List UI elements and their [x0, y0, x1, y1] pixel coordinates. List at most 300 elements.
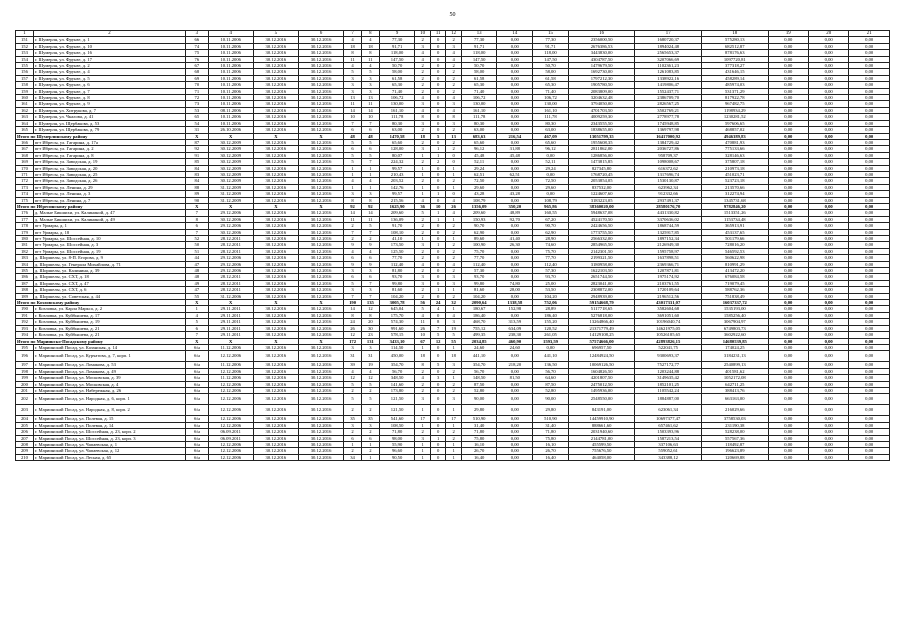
table-cell: X — [298, 133, 343, 139]
table-cell: 1637898,51 — [635, 255, 702, 261]
table-cell: 1230281,52 — [701, 114, 768, 120]
address-cell: г. Мариинский Посад, ул. Народная, д. 6, корп. 1 — [33, 394, 185, 405]
table-cell: 8 — [361, 197, 379, 203]
table-cell: 8 — [415, 362, 430, 368]
header-cell: 21 — [849, 31, 890, 37]
table-cell: 0 — [430, 344, 445, 350]
table-cell: 1338922,16 — [635, 75, 702, 81]
table-cell: 3 — [344, 268, 362, 274]
table-cell: 0,00 — [497, 88, 533, 94]
table-cell: 30.12.2016 — [298, 362, 343, 368]
table-cell: 0,00 — [808, 50, 848, 56]
table-cell: 130,00 — [461, 101, 497, 107]
table-cell: 0,00 — [849, 274, 890, 280]
table-cell: X — [253, 133, 298, 139]
table-cell: 4946389,83 — [701, 133, 768, 139]
table-cell: 0,00 — [497, 69, 533, 75]
table-cell: 11 — [344, 216, 362, 222]
table-cell: 3149635,42 — [635, 375, 702, 381]
table-cell: 184 — [16, 261, 34, 267]
table-cell: 238,30 — [497, 332, 533, 338]
table-cell: 328146,63 — [701, 152, 768, 158]
table-cell: 93,70 — [379, 274, 415, 280]
table-cell: 147,50 — [533, 56, 569, 62]
table-cell: 18 — [361, 43, 379, 49]
table-cell: 9 — [344, 261, 362, 267]
table-cell: 0,00 — [849, 338, 890, 344]
table-cell: 2566332,00 — [568, 236, 635, 242]
table-cell: 0,00 — [768, 88, 808, 94]
table-cell: 0,00 — [849, 268, 890, 274]
table-cell: 31,40 — [461, 422, 497, 428]
table-cell: 173 — [16, 184, 34, 190]
table-cell: 90,50 — [379, 454, 415, 460]
table-cell: 30.12.2006 — [208, 216, 253, 222]
table-cell: 45,48 — [497, 152, 533, 158]
table-cell: 65,60 — [461, 139, 497, 145]
table-cell: 837532,00 — [568, 184, 635, 190]
table-cell: 3 — [446, 274, 461, 280]
address-cell: д. Шоршелы, ул. Калинина, д. 39 — [33, 268, 185, 274]
table-cell: 30.12.2016 — [298, 416, 343, 422]
table-cell: 30.12.2016 — [253, 56, 298, 62]
table-cell: 7 — [361, 120, 379, 126]
table-cell: 501179,66 — [701, 236, 768, 242]
table-cell: 1470,58 — [379, 133, 415, 139]
table-cell: 1 — [415, 454, 430, 460]
table-cell: 431646,15 — [701, 69, 768, 75]
table-cell: 62,51 — [497, 171, 533, 177]
table-cell: 10.11.2006 — [208, 82, 253, 88]
total-label: Итого по Мариинско-Посадскому району — [16, 338, 186, 344]
table-cell: 560622,98 — [701, 255, 768, 261]
table-cell: 388413,76 — [701, 387, 768, 393]
table-cell: 5 — [361, 223, 379, 229]
table-cell: X — [208, 338, 253, 344]
table-cell: 7 — [361, 280, 379, 286]
table-cell: 1587213,54 — [635, 435, 702, 441]
table-cell: 118,00 — [379, 50, 415, 56]
table-cell: 10.11.2006 — [208, 50, 253, 56]
table-cell: 30.12.2016 — [298, 229, 343, 235]
table-cell: 173,50 — [379, 242, 415, 248]
table-cell: 0,00 — [497, 178, 533, 184]
table-cell: 118492,87 — [701, 441, 768, 447]
table-cell: 2356000,50 — [568, 37, 635, 43]
table-cell: 0 — [430, 429, 445, 435]
table-cell: 91,71 — [533, 43, 569, 49]
table-cell: 106,72 — [533, 95, 569, 101]
table-cell: б/н — [186, 351, 209, 362]
table-cell: 30.12.2016 — [253, 95, 298, 101]
table-cell: 2 — [415, 178, 430, 184]
table-cell: 0,00 — [497, 56, 533, 62]
table-cell: 90 — [186, 197, 209, 203]
table-cell: 154 — [16, 56, 34, 62]
table-cell: 148,50 — [461, 375, 497, 381]
table-cell: 182 — [16, 248, 34, 254]
table-cell: 4 — [361, 37, 379, 43]
table-cell: 11 — [361, 216, 379, 222]
table-cell: 1 — [415, 184, 430, 190]
table-cell: 0,00 — [768, 268, 808, 274]
table-cell: 30.12.2016 — [253, 416, 298, 422]
table-cell: 28,00 — [497, 287, 533, 293]
table-cell: 4 — [344, 63, 362, 69]
table-cell: 1 — [430, 287, 445, 293]
table-cell: 0,00 — [849, 107, 890, 113]
table-cell: 0 — [430, 120, 445, 126]
table-cell: 30.12.2016 — [298, 280, 343, 286]
table-cell: 4201807,50 — [568, 375, 635, 381]
table-cell: 99,80 — [379, 280, 415, 286]
table-cell: 194 — [16, 332, 34, 338]
table-cell: 0,00 — [768, 261, 808, 267]
table-cell: 26,70 — [461, 448, 497, 454]
table-cell: 30.12.2016 — [298, 454, 343, 460]
table-cell: 0,00 — [808, 300, 848, 306]
table-cell: 0,00 — [497, 63, 533, 69]
table-cell: 2 — [361, 236, 379, 242]
table-cell: 1 — [446, 184, 461, 190]
table-cell: 4 — [415, 56, 430, 62]
table-cell: 645,04 — [379, 306, 415, 312]
table-cell: 2 — [344, 448, 362, 454]
table-cell: 0,00 — [849, 362, 890, 368]
table-cell: 76 — [186, 56, 209, 62]
table-cell: 10.11.2006 — [208, 114, 253, 120]
address-cell: пгт Ибресы, ул. Заводская, д. 20 — [33, 165, 185, 171]
table-cell: 0 — [430, 184, 445, 190]
table-cell: 65,30 — [461, 82, 497, 88]
table-cell: 200 — [16, 381, 34, 387]
table-cell: 30.12.2016 — [253, 101, 298, 107]
table-cell: 30.12.2016 — [298, 441, 343, 447]
table-cell: 0,00 — [768, 394, 808, 405]
table-cell: 3 — [344, 287, 362, 293]
table-cell: 31.12.2006 — [208, 293, 253, 299]
table-cell: 0 — [430, 107, 445, 113]
table-cell: 75,70 — [533, 248, 569, 254]
table-cell: 2 — [344, 236, 362, 242]
table-cell: 0 — [430, 178, 445, 184]
table-cell: 91,71 — [461, 43, 497, 49]
table-cell: 441,10 — [533, 351, 569, 362]
table-cell: 8 — [446, 114, 461, 120]
table-cell: X — [253, 203, 298, 209]
table-cell: 3 — [344, 75, 362, 81]
address-cell: г. Шумерля, ул. Фрунзе, д. 2 — [33, 63, 185, 69]
table-cell: 0,00 — [849, 248, 890, 254]
address-cell: г. Мариинский Посад, ул. Московская, д. 4 — [33, 381, 185, 387]
table-cell: 888661,60 — [568, 422, 635, 428]
table-cell: 0,00 — [808, 197, 848, 203]
table-cell: 2 — [344, 387, 362, 393]
table-cell: 3 — [415, 101, 430, 107]
table-cell: 1897152,34 — [635, 236, 702, 242]
table-cell: 53,50 — [533, 287, 569, 293]
table-cell: 172 — [16, 178, 34, 184]
table-cell: 29,60 — [533, 184, 569, 190]
table-cell: 187 — [16, 280, 34, 286]
table-cell: 224,32 — [379, 159, 415, 165]
table-cell: 4 — [344, 178, 362, 184]
table-cell: 30.12.2016 — [298, 50, 343, 56]
table-cell: 30.12.2016 — [298, 394, 343, 405]
table-cell: 4 — [415, 197, 430, 203]
table-cell: 30.12.2016 — [298, 381, 343, 387]
table-cell: 0,00 — [808, 223, 848, 229]
table-cell: 2826567,25 — [635, 101, 702, 107]
table-cell: б/н — [186, 448, 209, 454]
table-cell: 0,00 — [768, 75, 808, 81]
table-cell: 7 — [361, 293, 379, 299]
table-cell: 0,00 — [497, 50, 533, 56]
table-cell: 68 — [186, 69, 209, 75]
table-cell: 458289,14 — [701, 75, 768, 81]
table-cell: 6 — [361, 255, 379, 261]
table-cell: 30.12.2016 — [253, 375, 298, 381]
table-cell: 2 — [415, 37, 430, 43]
table-cell: 32 — [446, 300, 461, 306]
address-cell: г. Мариинский Посад, ул. Шоссейная, д. 23, корп. 2 — [33, 429, 185, 435]
table-cell: 0,00 — [849, 223, 890, 229]
table-cell: 30.12.2016 — [253, 362, 298, 368]
table-cell: 1495936,00 — [568, 387, 635, 393]
table-cell: 1768720,45 — [568, 171, 635, 177]
table-cell: 84 — [186, 165, 209, 171]
table-cell: 0 — [430, 37, 445, 43]
address-cell: д. Шоршелы, ул. СХТ, д. 18 — [33, 274, 185, 280]
table-cell: 61,58 — [533, 75, 569, 81]
table-cell: 24 — [430, 300, 445, 306]
table-cell: 29.11.2011 — [208, 319, 253, 325]
header-cell: 7 — [344, 31, 362, 37]
table-cell: 72,50 — [533, 178, 569, 184]
table-cell: 7 — [344, 120, 362, 126]
table-cell: 30.12.2016 — [298, 88, 343, 94]
table-cell: 2424656,50 — [568, 223, 635, 229]
table-cell: 89 — [186, 191, 209, 197]
table-cell: 1317696,74 — [635, 171, 702, 177]
header-cell: 10 — [415, 31, 430, 37]
table-cell: 61,58 — [461, 75, 497, 81]
table-cell: 967482,75 — [701, 101, 768, 107]
table-cell: 574,30 — [379, 319, 415, 325]
table-cell: 4304787,50 — [568, 56, 635, 62]
total-label: Итого по Козловскому району — [16, 300, 186, 306]
table-cell: 55 — [446, 338, 461, 344]
table-cell: 30.12.2016 — [298, 101, 343, 107]
address-cell: г. Шумерля, ул. Фрунзе, д. 16 — [33, 50, 185, 56]
table-cell: 2 — [446, 242, 461, 248]
table-cell: 1 — [446, 171, 461, 177]
address-cell: г. Мариинский Посад, ул. Шоссейная, д. 23, корп. 3 — [33, 435, 185, 441]
table-cell: 54 — [186, 120, 209, 126]
table-cell: 65,30 — [533, 82, 569, 88]
table-cell: б/н — [186, 394, 209, 405]
table-cell: 10 — [344, 114, 362, 120]
table-cell: 0,00 — [808, 435, 848, 441]
table-cell: 1745948,85 — [635, 120, 702, 126]
table-cell: X — [253, 300, 298, 306]
table-cell: 88 — [186, 184, 209, 190]
table-cell: 3 — [446, 43, 461, 49]
table-cell: 4 — [446, 56, 461, 62]
table-cell: 28580176,70 — [635, 203, 702, 209]
table-cell: 23 — [361, 332, 379, 338]
table-cell: 2 — [415, 229, 430, 235]
table-cell: 74,80 — [497, 280, 533, 286]
table-cell: 312274,94 — [701, 191, 768, 197]
table-cell: 16417000,92 — [635, 133, 702, 139]
table-cell: 10.11.2006 — [208, 37, 253, 43]
table-cell: 30.12.2016 — [298, 405, 343, 416]
table-cell: 50,70 — [533, 63, 569, 69]
table-cell: 0,00 — [768, 368, 808, 374]
table-cell: 30.12.2016 — [253, 37, 298, 43]
table-cell: 6 — [186, 325, 209, 331]
table-cell: 30.12.2016 — [253, 75, 298, 81]
table-cell: 0,00 — [768, 287, 808, 293]
table-cell: 31 — [344, 351, 362, 362]
table-cell: 84 — [186, 178, 209, 184]
table-cell: 135 — [361, 300, 379, 306]
table-cell: 96,60 — [379, 448, 415, 454]
table-cell: 337106,63 — [635, 441, 702, 447]
table-cell: 0,00 — [849, 454, 890, 460]
header-cell: 14 — [497, 31, 533, 37]
table-cell: 4 — [446, 107, 461, 113]
table-cell: 30.12.2016 — [298, 387, 343, 393]
address-cell: г. Шумерля, ул. Чкалова, д. 41 — [33, 114, 185, 120]
table-cell: 30.12.2016 — [253, 69, 298, 75]
table-cell: 1 — [430, 191, 445, 197]
table-cell: 208 — [16, 441, 34, 447]
table-cell: 1625,90 — [379, 203, 415, 209]
table-cell: 0,00 — [849, 50, 890, 56]
table-cell: 0,00 — [849, 280, 890, 286]
table-cell: 0,00 — [849, 448, 890, 454]
table-cell: 30.12.2016 — [253, 454, 298, 460]
table-cell: 65,60 — [533, 139, 569, 145]
table-cell: 11.12.2006 — [208, 362, 253, 368]
table-cell: 2144781,00 — [568, 435, 635, 441]
table-cell: 30.12.2016 — [253, 280, 298, 286]
table-cell: X — [186, 338, 209, 344]
table-cell: 12.12.2006 — [208, 405, 253, 416]
table-cell: 0,00 — [768, 332, 808, 338]
table-cell: 21371779,49 — [568, 325, 635, 331]
table-cell: 0,00 — [849, 429, 890, 435]
table-cell: 0,00 — [497, 223, 533, 229]
table-cell: 30.12.2016 — [298, 197, 343, 203]
table-cell: 0,00 — [768, 191, 808, 197]
table-cell: 3 — [361, 344, 379, 350]
table-cell: 30.12.2016 — [253, 216, 298, 222]
table-cell: 4 — [446, 197, 461, 203]
table-cell: 77,30 — [533, 37, 569, 43]
table-cell: 0,00 — [849, 197, 890, 203]
table-cell: 0,00 — [808, 319, 848, 325]
table-cell: 3 — [361, 422, 379, 428]
address-cell: пгт Ибресы, ул. Гагарина, д. 17а — [33, 139, 185, 145]
table-cell: 7 — [186, 332, 209, 338]
table-cell: 3443830,00 — [568, 50, 635, 56]
table-cell: 0,00 — [768, 223, 808, 229]
table-cell: 1604826,50 — [568, 368, 635, 374]
table-cell: 10.11.2006 — [208, 120, 253, 126]
table-cell: 30.12.2009 — [208, 165, 253, 171]
table-cell: 531371,29 — [701, 88, 768, 94]
table-cell: 10.11.2006 — [208, 101, 253, 107]
table-cell: б/н — [186, 429, 209, 435]
table-cell: 1868744,59 — [635, 223, 702, 229]
table-cell: 510,90 — [461, 416, 497, 422]
table-cell: 0 — [430, 387, 445, 393]
address-cell: г. Козловка, ул. Куйбышева, д. 17 — [33, 312, 185, 318]
table-cell: 1479679,50 — [568, 63, 635, 69]
table-cell: б/н — [186, 454, 209, 460]
table-cell: 206 — [16, 429, 34, 435]
table-cell: 12 — [430, 338, 445, 344]
table-cell: 1325917,85 — [635, 229, 702, 235]
table-cell: 2 — [446, 139, 461, 145]
table-cell: 0,00 — [808, 184, 848, 190]
table-cell: 0,00 — [768, 274, 808, 280]
table-cell: 31.12.2009 — [208, 184, 253, 190]
table-cell: 30.12.2016 — [298, 248, 343, 254]
table-cell: 4 — [446, 312, 461, 318]
table-cell: 30.12.2016 — [298, 82, 343, 88]
table-cell: 719079,45 — [701, 280, 768, 286]
address-cell: пгт Урмары, д. 1 — [33, 223, 185, 229]
table-cell: 0,00 — [768, 69, 808, 75]
table-cell: 30.12.2016 — [253, 236, 298, 242]
table-cell: 26 — [344, 325, 362, 331]
table-row — [16, 394, 890, 405]
table-cell: 28.12.2011 — [208, 242, 253, 248]
table-cell: 1530130,87 — [635, 178, 702, 184]
table-cell: 3 — [415, 274, 430, 280]
table-cell: 62,51 — [461, 171, 497, 177]
address-cell: пгт Ибресы, ул. Ленина, д. 29 — [33, 184, 185, 190]
table-cell: 0,00 — [497, 248, 533, 254]
address-cell: д. Малые Бикшихи, ул. Калининой, д. 49 — [33, 216, 185, 222]
table-cell: 0,00 — [497, 351, 533, 362]
table-cell: 0,00 — [768, 127, 808, 133]
table-cell: 209,60 — [461, 210, 497, 216]
table-cell: 0,00 — [768, 171, 808, 177]
table-cell: 3 — [344, 344, 362, 350]
table-cell: 1884887,00 — [635, 394, 702, 405]
table-cell: 11 — [344, 56, 362, 62]
table-cell: 30.12.2016 — [253, 441, 298, 447]
table-cell: 66 — [186, 37, 209, 43]
table-cell: 20 — [361, 319, 379, 325]
table-cell: 08.11.2006 — [208, 107, 253, 113]
table-cell: 1224607,60 — [568, 191, 635, 197]
table-cell: 106,72 — [379, 95, 415, 101]
table-cell: 0,00 — [849, 210, 890, 216]
table-cell: 2 — [415, 387, 430, 393]
table-cell: 350,20 — [497, 203, 533, 209]
table-cell: 1905780,50 — [568, 82, 635, 88]
table-cell: 16,40 — [533, 454, 569, 460]
table-cell: 156 — [16, 69, 34, 75]
table-cell: 453137,65 — [701, 229, 768, 235]
table-cell: 2 — [446, 223, 461, 229]
